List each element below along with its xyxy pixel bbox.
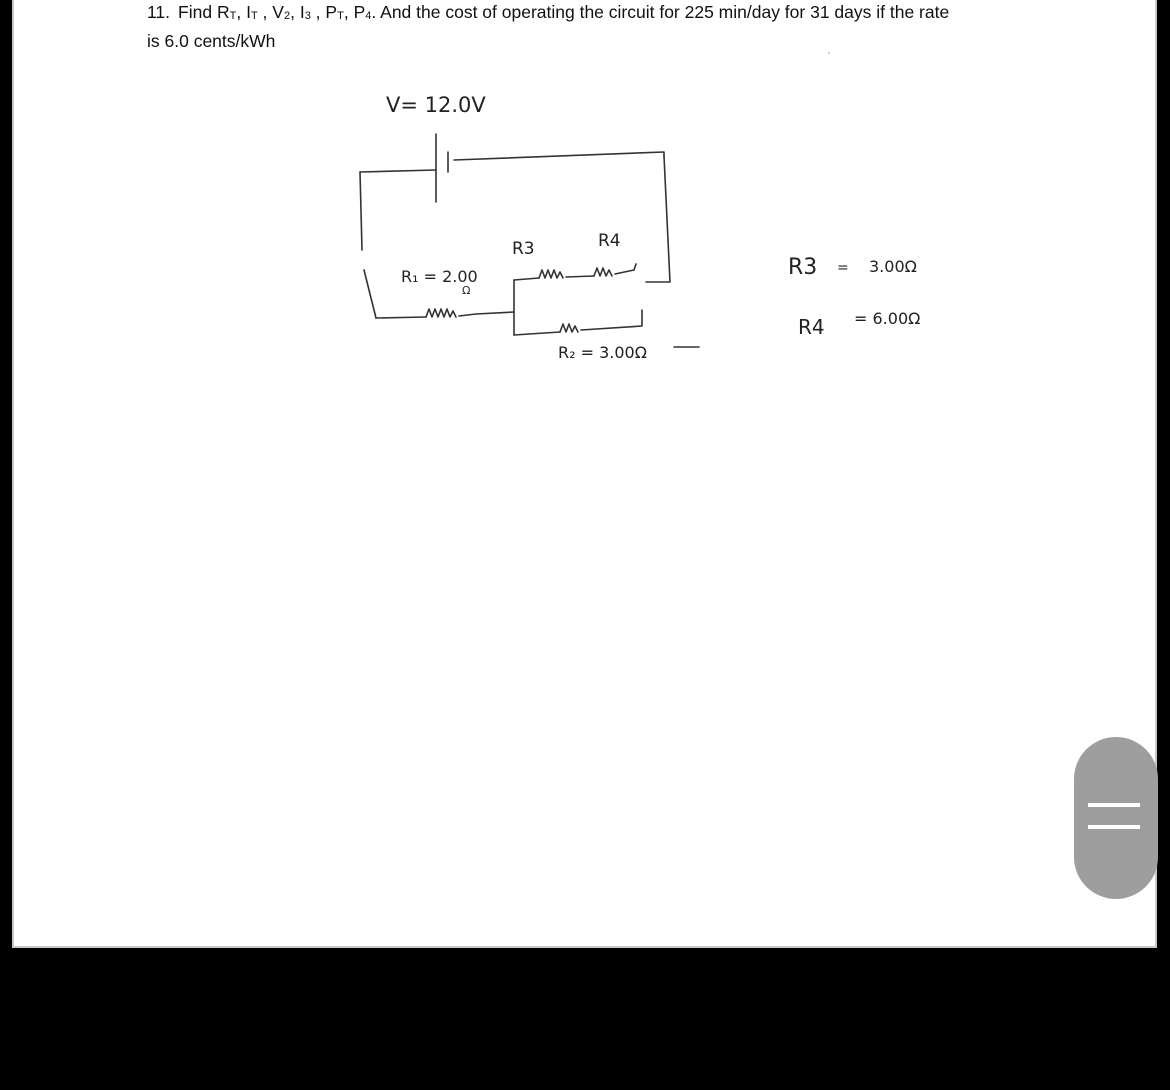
r4-value: = 6.00Ω [854, 309, 921, 328]
r3-value: 3.00Ω [869, 257, 917, 276]
quantity-separator: , [257, 2, 273, 22]
circuit-diagram [14, 0, 1157, 948]
wire-r4-right [615, 264, 636, 274]
wire-r3-r4 [566, 276, 594, 277]
r4-label: R4 [598, 231, 621, 251]
resistor-r2 [560, 324, 578, 332]
r3-label: R3 [512, 239, 535, 259]
quantity-separator: , [236, 2, 247, 22]
quantity-symbol: I [246, 2, 251, 22]
wire-r2-right [581, 310, 642, 330]
r1-label: R₁ = 2.00 [401, 267, 478, 286]
wire-left [360, 172, 362, 250]
wire-top-left [360, 170, 436, 172]
r3-value-name: R3 [788, 255, 818, 280]
r4-value-name: R4 [798, 315, 825, 339]
find-label: Find [178, 2, 213, 22]
r1-unit: Ω [462, 284, 471, 297]
quantity-separator: . [371, 2, 381, 22]
drag-handle-bar-bottom [1088, 825, 1140, 829]
quantity-symbol: I [299, 2, 305, 22]
quantity-subscript: 4 [365, 10, 372, 22]
quantity-separator: , [310, 2, 326, 22]
quantity-subscript: T [250, 10, 258, 22]
resistor-r1 [426, 309, 456, 317]
question-line-2: is 6.0 cents/kWh [147, 31, 276, 51]
quantity-subscript: 2 [283, 10, 291, 22]
wire-right [646, 156, 670, 282]
wire-top [454, 152, 664, 160]
wire-left-lower [364, 270, 376, 318]
drag-handle-icon[interactable] [1074, 737, 1158, 899]
quantity-symbol: V [272, 2, 284, 22]
wire-bottom [376, 317, 426, 318]
resistor-r4 [594, 268, 612, 276]
wire-bottom-right [459, 312, 514, 316]
quantity-separator: , [290, 2, 300, 22]
question-number: 11. [147, 2, 171, 22]
wire-branch-bottom [514, 332, 560, 335]
drag-handle-bar-top [1088, 803, 1140, 807]
r3-value-eq: = [837, 260, 849, 276]
quantity-subscript: 3 [304, 10, 311, 22]
quantity-separator: , [343, 2, 354, 22]
quantity-subscript: T [229, 10, 237, 22]
r2-label: R₂ = 3.00Ω [558, 343, 647, 362]
resistor-r3 [539, 270, 563, 278]
quantity-symbol: R [216, 2, 230, 22]
question-rest: And the cost of operating the circuit for 225 min/day for 31 days if the rate [380, 2, 950, 22]
voltage-label: V= 12.0V [386, 93, 486, 117]
document-page [12, 0, 1157, 948]
quantity-symbol: P [353, 2, 366, 22]
wire-branch-top [514, 278, 539, 280]
quantity-subscript: T [337, 10, 344, 22]
quantity-symbol: P [325, 2, 338, 22]
